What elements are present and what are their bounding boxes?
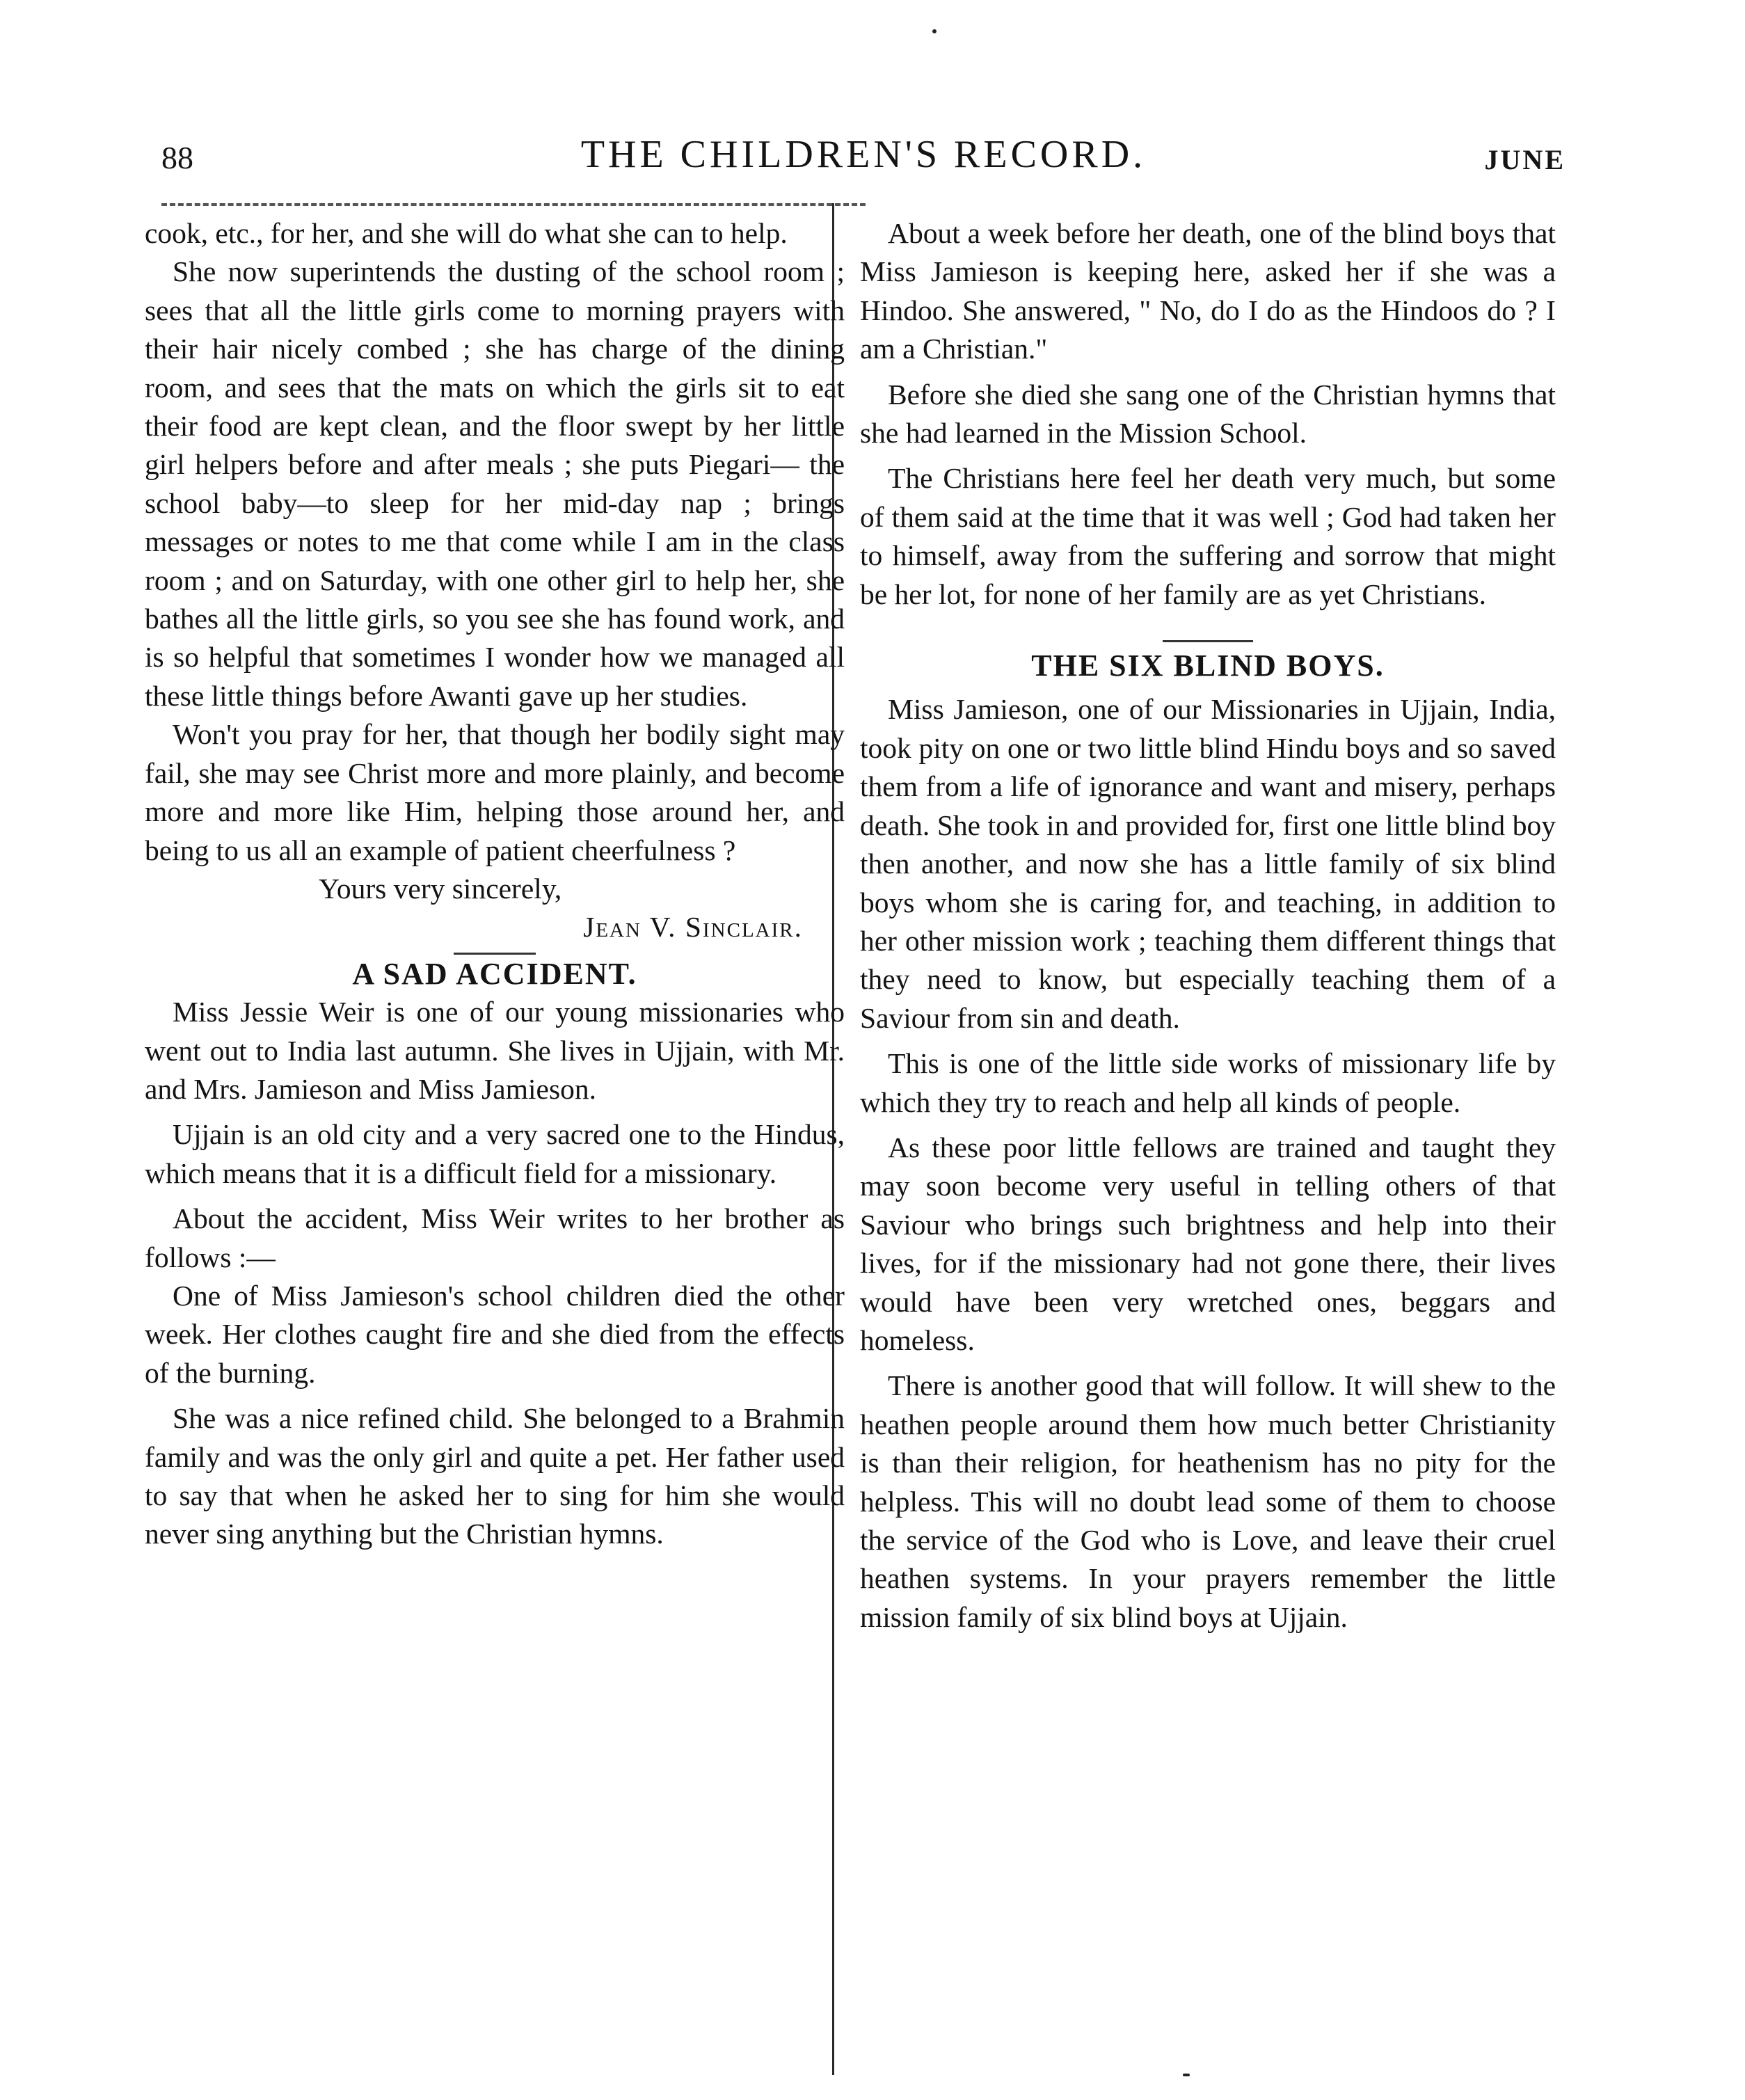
page-number: 88: [161, 140, 193, 175]
ink-speck-top: [932, 29, 937, 33]
body-paragraph: About a week before her death, one of the blind boys that Miss Jamieson is keeping here, asked her if she was a Hindoo. She answered, " No, do I do as the Hindoos do ? I am a Christian.": [860, 217, 1556, 365]
left-column: [145, 214, 845, 1554]
header-rule: [161, 203, 866, 206]
body-paragraph: She was a nice refined child. She belonged to a Brahmin family and was the only girl and quite a pet. Her father used to say that when he asked her to sing for him she would never sing anything but the Christian hymns.: [145, 1402, 845, 1550]
body-paragraph: There is another good that will follow. It will shew to the heathen people around them how much better Christianity is than their religion, for heathenism has no pity for the helpless. This will no doubt lead some of them to choose the service of the God who is Love, and leave their cruel heathen systems. In your prayers remember the little mission family of six blind boys at Ujjain.: [860, 1369, 1556, 1633]
article-heading-six-blind-boys: THE SIX BLIND BOYS.: [1031, 649, 1385, 683]
body-paragraph: As these poor little fellows are trained and taught they may soon become very useful in telling others of that Saviour who brings such brightness and help into their lives, for if the missionary had not gone there, their lives would have been very wretched ones, beggars and homeless.: [860, 1131, 1556, 1356]
body-paragraph: Miss Jamieson, one of our Missionaries in Ujjain, India, took pity on one or two little blind Hindu boys and so saved them from a life of ignorance and want and misery, perhaps death. She took in and provided for, first one little blind boy then another, and now she has a little family of six blind boys whom she is caring for, and teaching, in addition to her other mission work ; teaching them different things that they need to know, but especially teaching them of a Saviour from sin and death.: [860, 693, 1556, 1034]
body-paragraph: She now superintends the dusting of the school room ; sees that all the little girls come to morning prayers with their hair nicely combed ; she has charge of the dining room, and sees that the mats on which the girls sit to eat their food are kept clean, and the floor swept by her little girl helpers before and after meals ; she puts Piegari— the school baby—to sleep for her mid-day nap ; brings messages or notes to me that come while I am in the class room ; and on Saturday, with one other girl to help her, she bathes all the little girls, so you see she has found work, and is so helpful that sometimes I wonder how we managed all these little things before Awanti gave up her studies.: [145, 255, 845, 712]
body-paragraph: One of Miss Jamieson's school children died the other week. Her clothes caught fire and she died from the effects of the burning.: [145, 1279, 845, 1389]
body-paragraph: About the accident, Miss Weir writes to her brother as follows :—: [145, 1202, 845, 1273]
section-separator: [1163, 640, 1253, 642]
article-heading-sad-accident: A SAD ACCIDENT.: [352, 956, 637, 991]
ink-speck-bottom: [1183, 2074, 1190, 2076]
right-column: [860, 214, 1556, 1637]
body-paragraph: Won't you pray for her, that though her bodily sight may fail, she may see Christ more and more plainly, and become more and more like Him, helping those around her, and being to us all an example of patient cheerfulness ?: [145, 718, 845, 866]
body-paragraph: Before she died she sang one of the Christian hymns that she had learned in the Mission School.: [860, 378, 1556, 450]
letter-closing: Yours very sincerely,: [319, 872, 562, 905]
body-paragraph: The Christians here feel her death very much, but some of them said at the time that it was well ; God had taken her to himself, away from the suffering and sorrow that might be her lot, for none of her family are as yet Christians.: [860, 462, 1556, 610]
body-paragraph: Ujjain is an old city and a very sacred one to the Hindus, which means that it is a difficult field for a missionary.: [145, 1118, 845, 1189]
letter-signature: Jean V. Sinclair.: [583, 911, 803, 944]
body-paragraph: Miss Jessie Weir is one of our young missionaries who went out to India last autumn. She lives in Ujjain, with Mr. and Mrs. Jamieson and Miss Jamieson.: [145, 996, 845, 1105]
issue-month: JUNE: [1484, 144, 1565, 175]
journal-title: THE CHILDREN'S RECORD.: [580, 133, 1147, 176]
body-paragraph: This is one of the little side works of missionary life by which they try to reach and help all kinds of people.: [860, 1047, 1556, 1118]
running-header: [161, 132, 1565, 188]
continued-paragraph: cook, etc., for her, and she will do what she can to help.: [145, 217, 788, 249]
